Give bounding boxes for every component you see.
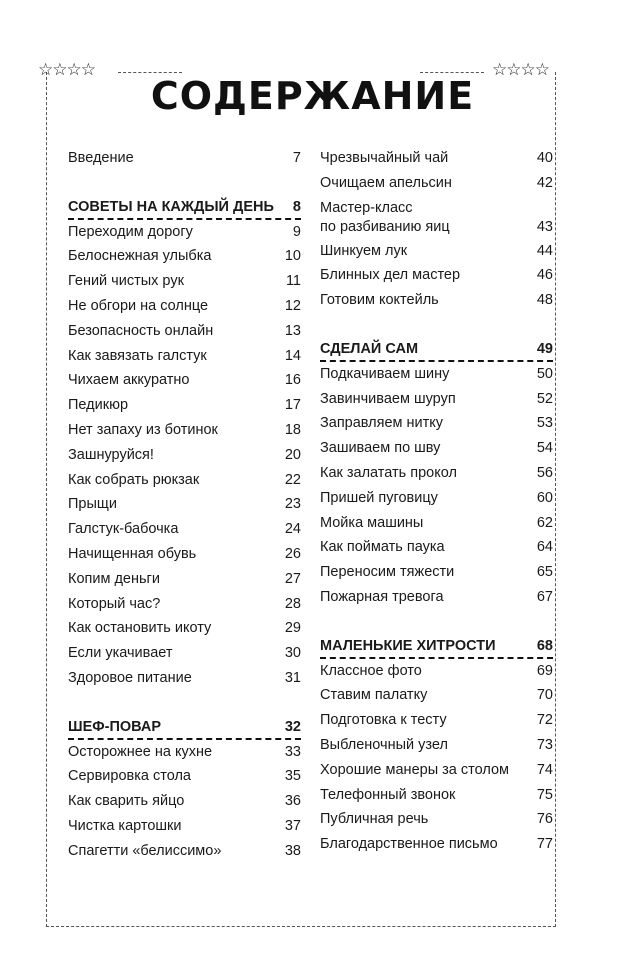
page-number: 13 <box>284 322 301 339</box>
toc-entry[interactable] <box>68 468 301 493</box>
toc-right-column <box>320 146 553 857</box>
entry-title: Безопасность онлайн <box>68 322 214 339</box>
toc-entry[interactable] <box>320 362 553 387</box>
entry-title: Копим деньги <box>68 570 160 587</box>
toc-entry[interactable] <box>320 708 553 733</box>
page-number: 32 <box>284 718 301 735</box>
toc-entry[interactable] <box>68 592 301 617</box>
toc-entry[interactable] <box>68 368 301 393</box>
entry-title: Переходим дорогу <box>68 223 193 240</box>
entry-title: Зашиваем по шву <box>320 440 441 457</box>
section-title: СДЕЛАЙ САМ <box>320 340 419 357</box>
toc-entry[interactable] <box>320 807 553 832</box>
entry-title: Не обгори на солнце <box>68 297 209 314</box>
entry-title: Здоровое питание <box>68 669 192 686</box>
toc-entry[interactable] <box>68 839 301 864</box>
page-number: 26 <box>284 545 301 562</box>
page-number: 56 <box>536 464 553 481</box>
page-title: СОДЕРЖАНИЕ <box>150 74 475 118</box>
section-title: МАЛЕНЬКИЕ ХИТРОСТИ <box>320 637 496 654</box>
toc-entry[interactable] <box>320 288 553 313</box>
toc-entry[interactable] <box>68 542 301 567</box>
entry-title: Чрезвычайный чай <box>320 150 449 166</box>
page-number: 64 <box>536 539 553 556</box>
page-number: 11 <box>285 273 301 290</box>
toc-entry[interactable] <box>68 146 301 171</box>
page-number: 27 <box>284 570 301 587</box>
entry-title: Готовим коктейль <box>320 292 439 309</box>
entry-title: Блинных дел мастер <box>320 267 461 284</box>
page-number: 48 <box>536 292 553 309</box>
page-number: 46 <box>536 267 553 284</box>
page-number: 33 <box>284 743 301 760</box>
entry-title: Педикюр <box>68 397 129 414</box>
entry-title: Подготовка к тесту <box>320 712 447 729</box>
page-number: 73 <box>536 736 553 753</box>
page-number: 31 <box>284 669 301 686</box>
frame-top-left <box>118 72 182 73</box>
toc-entry[interactable] <box>68 764 301 789</box>
section-title: СОВЕТЫ НА КАЖДЫЙ ДЕНЬ <box>68 198 274 215</box>
page-number: 75 <box>536 786 553 803</box>
entry-title: Очищаем апельсин <box>320 174 452 191</box>
entry-title: Заправляем нитку <box>320 415 444 432</box>
entry-title: Шинкуем лук <box>320 242 408 259</box>
toc-entry[interactable] <box>320 146 553 171</box>
entry-title: Переносим тяжести <box>320 564 455 581</box>
page-number: 29 <box>284 620 301 637</box>
page-number: 77 <box>536 836 553 853</box>
page-number: 22 <box>284 471 301 488</box>
toc-entry[interactable] <box>68 393 301 418</box>
toc-entry[interactable] <box>320 411 553 436</box>
entry-title: Как собрать рюкзак <box>68 471 200 488</box>
entry-title: Завинчиваем шуруп <box>320 390 456 407</box>
page-number: 8 <box>292 198 301 215</box>
entry-title: Осторожнее на кухне <box>68 743 213 760</box>
page-number: 10 <box>284 248 301 265</box>
page-number: 65 <box>536 564 553 581</box>
page-number: 54 <box>536 440 553 457</box>
page-number: 17 <box>284 397 301 414</box>
toc-entry[interactable] <box>320 659 553 684</box>
page-number: 43 <box>536 218 553 235</box>
entry-title: Нет запаху из ботинок <box>68 421 218 438</box>
entry-title: Спагетти «белиссимо» <box>68 842 222 859</box>
entry-title: Классное фото <box>320 662 422 679</box>
toc-entry[interactable] <box>320 436 553 461</box>
toc-entry[interactable] <box>320 585 553 610</box>
toc-entry[interactable] <box>68 294 301 319</box>
toc-entry[interactable] <box>68 641 301 666</box>
toc-entry[interactable] <box>68 567 301 592</box>
page-number: 35 <box>284 768 301 785</box>
stars-left-icon: ☆☆☆☆ <box>38 60 95 79</box>
entry-title: Телефонный звонок <box>320 786 456 803</box>
section-spacer <box>68 171 301 196</box>
page-number: 70 <box>536 687 553 704</box>
toc-entry[interactable] <box>320 239 553 264</box>
entry-title: Мойка машины <box>320 514 424 531</box>
toc-entry[interactable] <box>68 616 301 641</box>
toc-entry[interactable] <box>320 832 553 857</box>
entry-title: Ставим палатку <box>320 687 428 704</box>
entry-title: Как завязать галстук <box>68 347 207 364</box>
page-number: 42 <box>536 174 553 191</box>
entry-title: Введение <box>68 150 134 166</box>
entry-title: Прыщи <box>68 496 117 513</box>
page-number: 44 <box>536 242 553 259</box>
entry-title: Чихаем аккуратно <box>68 372 190 389</box>
entry-title: Мастер-класс по разбиванию яиц <box>320 199 450 235</box>
entry-title: Чистка картошки <box>68 817 182 834</box>
page-number: 76 <box>536 811 553 828</box>
toc-entry[interactable] <box>320 171 553 196</box>
entry-title: Если укачивает <box>68 645 173 662</box>
page-number: 68 <box>536 637 553 654</box>
toc-entry[interactable] <box>320 486 553 511</box>
entry-title: Пожарная тревога <box>320 588 444 605</box>
page-number: 38 <box>284 842 301 859</box>
entry-title: Сервировка стола <box>68 768 191 785</box>
page-number: 50 <box>536 365 553 382</box>
toc-entry[interactable] <box>320 758 553 783</box>
page-number: 72 <box>536 712 553 729</box>
toc-entry[interactable] <box>320 535 553 560</box>
entry-title: Как остановить икоту <box>68 620 212 637</box>
entry-title: Который час? <box>68 595 161 612</box>
toc-section-heading[interactable] <box>68 196 301 220</box>
toc-entry[interactable] <box>68 418 301 443</box>
page-number: 12 <box>284 297 301 314</box>
toc-section-heading[interactable] <box>320 635 553 659</box>
page-number: 20 <box>284 446 301 463</box>
entry-title: Гений чистых рук <box>68 273 184 290</box>
entry-title: Благодарственное письмо <box>320 836 498 853</box>
entry-title: Выбленочный узел <box>320 736 448 753</box>
toc-entry[interactable] <box>68 443 301 468</box>
section-spacer <box>320 610 553 635</box>
entry-title: Пришей пуговицу <box>320 489 438 506</box>
page-number: 53 <box>536 415 553 432</box>
page-number: 16 <box>284 372 301 389</box>
toc-entry[interactable] <box>68 740 301 765</box>
page-number: 9 <box>292 223 301 240</box>
entry-title: Публичная речь <box>320 811 429 828</box>
toc-entry[interactable] <box>68 789 301 814</box>
toc-entry[interactable] <box>320 683 553 708</box>
entry-title: Хорошие манеры за столом <box>320 761 510 778</box>
toc-entry[interactable] <box>320 511 553 536</box>
stars-right-icon: ☆☆☆☆ <box>492 60 549 79</box>
page-number: 37 <box>284 817 301 834</box>
toc-entry[interactable] <box>68 666 301 691</box>
page-number: 18 <box>284 421 301 438</box>
page-number: 23 <box>284 496 301 513</box>
page-number: 24 <box>284 521 301 538</box>
entry-title: Зашнуруйся! <box>68 446 154 463</box>
page-number: 62 <box>536 514 553 531</box>
section-title: ШЕФ-ПОВАР <box>68 718 162 735</box>
entry-title: Начищенная обувь <box>68 545 197 562</box>
toc-section-heading[interactable] <box>68 716 301 740</box>
entry-title: Подкачиваем шину <box>320 365 450 382</box>
page-number: 7 <box>292 150 301 166</box>
toc-entry[interactable] <box>68 492 301 517</box>
toc-entry[interactable] <box>68 517 301 542</box>
toc-entry[interactable] <box>68 814 301 839</box>
entry-title: Как залатать прокол <box>320 464 457 481</box>
page-number: 60 <box>536 489 553 506</box>
toc-section-heading[interactable] <box>320 338 553 362</box>
toc-entry[interactable] <box>68 220 301 245</box>
toc-entry[interactable] <box>320 560 553 585</box>
page-number: 74 <box>536 761 553 778</box>
toc-entry[interactable] <box>320 733 553 758</box>
entry-title: Белоснежная улыбка <box>68 248 212 265</box>
section-spacer <box>68 691 301 716</box>
toc-entry[interactable] <box>320 783 553 808</box>
frame-top-right <box>420 72 484 73</box>
page-number: 28 <box>284 595 301 612</box>
page-number: 36 <box>284 793 301 810</box>
page-number: 30 <box>284 645 301 662</box>
toc-entry[interactable] <box>320 196 553 239</box>
page-number: 69 <box>536 662 553 679</box>
toc-entry[interactable] <box>320 461 553 486</box>
toc-entry[interactable] <box>320 263 553 288</box>
toc-entry[interactable] <box>68 244 301 269</box>
page-number: 14 <box>284 347 301 364</box>
page-number: 49 <box>536 340 553 357</box>
entry-title: Как поймать паука <box>320 539 445 556</box>
entry-title: Галстук-бабочка <box>68 521 179 538</box>
toc-entry[interactable] <box>68 269 301 294</box>
toc-left-column <box>68 146 301 864</box>
toc-entry[interactable] <box>320 387 553 412</box>
page-number: 40 <box>536 150 553 166</box>
section-spacer <box>320 313 553 338</box>
page-number: 52 <box>536 390 553 407</box>
page-number: 67 <box>536 588 553 605</box>
toc-entry[interactable] <box>68 319 301 344</box>
entry-title: Как сварить яйцо <box>68 793 185 810</box>
toc-entry[interactable] <box>68 344 301 369</box>
